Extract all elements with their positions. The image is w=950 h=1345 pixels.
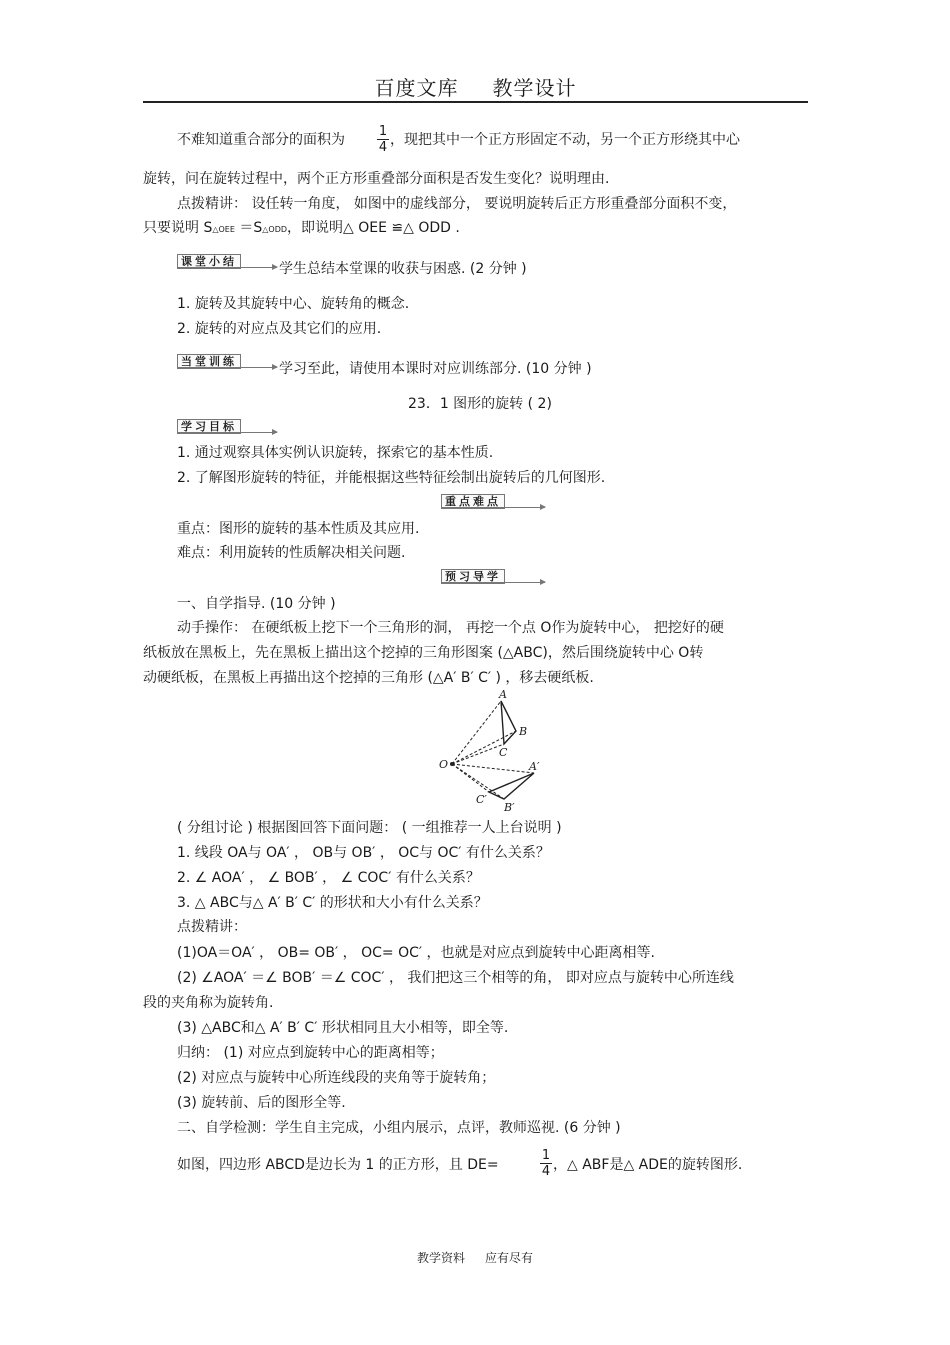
intro-l4-sub2: △ODD	[262, 225, 288, 234]
discussion-a2b: 段的夹角称为旋转角.	[143, 995, 274, 1011]
selfcheck-fraction-denominator: 4	[541, 1164, 551, 1179]
discussion-sum1: 归纳： (1) 对应点到旋转中心的距离相等；	[177, 1045, 444, 1061]
triangle-abc	[501, 701, 516, 744]
label-a: A	[499, 688, 507, 701]
keypoint-hard: 难点：利用旋转的性质解决相关问题.	[177, 545, 406, 561]
ray-oa1	[452, 764, 534, 773]
label-c: C	[499, 746, 508, 759]
label-o: O	[439, 758, 449, 771]
discussion-q1: 1. 线段 OA与 OA′ ， OB与 OB′ ， OC与 OC′ 有什么关系？	[177, 845, 550, 861]
intro-line-1a: 不难知道重合部分的面积为	[177, 132, 345, 148]
discussion-intro: ( 分组讨论 ) 根据图回答下面问题： ( 一组推荐一人上台说明 )	[177, 820, 562, 836]
discussion-a3: (3) △ABC和△ A′ B′ C′ 形状相同且大小相等，即全等.	[177, 1020, 509, 1036]
discussion-sum2: (2) 对应点与旋转中心所连线段的夹角等于旋转角；	[177, 1070, 496, 1086]
goal-item-2: 2. 了解图形旋转的特征，并能根据这些特征绘制出旋转后的几何图形.	[177, 470, 606, 486]
section-title: 23．1 图形的旋转 ( 2)	[408, 396, 552, 412]
intro-line-3: 点拨精讲： 设任转一角度， 如图中的虚线部分， 要说明旋转后正方形重叠部分面积不变，	[177, 196, 737, 212]
goal-item-1: 1. 通过观察具体实例认识旋转，探索它的基本性质.	[177, 445, 494, 461]
discussion-a1: (1)OA＝OA′ ， OB= OB′ ， OC= OC′ ，也就是对应点到旋转中心距离相等.	[177, 945, 655, 961]
label-b1: B′	[504, 801, 515, 814]
discussion-q3: 3. △ ABC与△ A′ B′ C′ 的形状和大小有什么关系？	[177, 895, 488, 911]
selfcheck-text-a: 如图，四边形 ABCD是边长为 1 的正方形，且 DE=	[177, 1157, 499, 1173]
triangle-a1b1c1	[489, 773, 534, 799]
preview-badge	[441, 569, 545, 586]
keypoints-badge	[441, 494, 545, 511]
label-a1: A′	[529, 760, 540, 773]
preview-heading: 一、自学指导. (10 分钟 )	[177, 596, 336, 612]
practice-text: 学习至此，请使用本课时对应训练部分. (10 分钟 )	[279, 361, 592, 377]
goals-badge-label: 学习目标	[177, 419, 241, 434]
label-c1: C′	[476, 793, 487, 806]
intro-fraction-denominator: 4	[378, 140, 388, 155]
selfcheck-fraction	[539, 1148, 553, 1179]
practice-badge	[177, 354, 277, 371]
selfcheck-text-b: ，△ ABF是△ ADE的旋转图形.	[553, 1157, 743, 1173]
summary-item-2: 2. 旋转的对应点及其它们的应用.	[177, 321, 382, 337]
page-header	[143, 72, 808, 101]
intro-line-2: 旋转，问在旋转过程中，两个正方形重叠部分面积是否发生变化？说明理由.	[143, 171, 610, 187]
selfcheck-heading: 二、自学检测：学生自主完成，小组内展示，点评，教师巡视. (6 分钟 )	[177, 1120, 621, 1136]
keypoints-badge-label: 重点难点	[441, 494, 505, 509]
intro-fraction-numerator: 1	[378, 124, 388, 139]
selfcheck-fraction-numerator: 1	[541, 1148, 551, 1163]
practice-badge-label: 当堂训练	[177, 354, 241, 369]
rotation-figure	[432, 688, 552, 816]
summary-text: 学生总结本堂课的收获与困惑. (2 分钟 )	[279, 261, 527, 277]
intro-l4-a: 只要说明 S	[143, 220, 213, 236]
header-rule	[143, 101, 808, 103]
intro-l4-sub1: △OEE	[212, 225, 235, 234]
discussion-tip: 点拨精讲：	[177, 919, 247, 935]
center-o-dot	[450, 762, 454, 766]
preview-badge-label: 预习导学	[441, 569, 505, 584]
header-right: 教学设计	[492, 76, 577, 100]
summary-badge	[177, 254, 277, 271]
header-left: 百度文库	[374, 76, 459, 100]
intro-fraction	[376, 124, 390, 155]
preview-op-3: 动硬纸板，在黑板上再描出这个挖掉的三角形 (△A′ B′ C′ ) ，移去硬纸板.	[143, 670, 594, 686]
preview-op-1: 动手操作： 在硬纸板上挖下一个三角形的洞， 再挖一个点 O作为旋转中心， 把挖好的硬	[177, 620, 724, 636]
discussion-q2: 2. ∠ AOA′ ， ∠ BOB′ ， ∠ COC′ 有什么关系？	[177, 870, 480, 886]
page-footer	[0, 1249, 950, 1266]
label-b: B	[519, 725, 528, 738]
intro-line-4	[143, 219, 460, 239]
keypoint-key: 重点：图形的旋转的基本性质及其应用.	[177, 521, 420, 537]
discussion-a2a: (2) ∠AOA′ ＝∠ BOB′ ＝∠ COC′ ， 我们把这三个相等的角， 即对应点与旋转中心所连线	[177, 970, 734, 986]
intro-l4-b: ＝S	[234, 220, 263, 236]
summary-badge-label: 课堂小结	[177, 254, 241, 269]
footer-right: 应有尽有	[485, 1251, 534, 1265]
ray-oc1	[452, 764, 489, 792]
intro-line-1b: ，现把其中一个正方形固定不动，另一个正方形绕其中心	[390, 132, 740, 148]
preview-op-2: 纸板放在黑板上，先在黑板上描出这个挖掉的三角形图案 (△ABC)，然后围绕旋转中心 O转	[143, 645, 704, 661]
goals-badge	[177, 419, 277, 436]
intro-l4-c: ，即说明△ OEE ≌△ ODD .	[287, 220, 460, 236]
summary-item-1: 1. 旋转及其旋转中心、旋转角的概念.	[177, 296, 410, 312]
footer-left: 教学资料	[416, 1251, 465, 1265]
discussion-sum3: (3) 旋转前、后的图形全等.	[177, 1095, 346, 1111]
